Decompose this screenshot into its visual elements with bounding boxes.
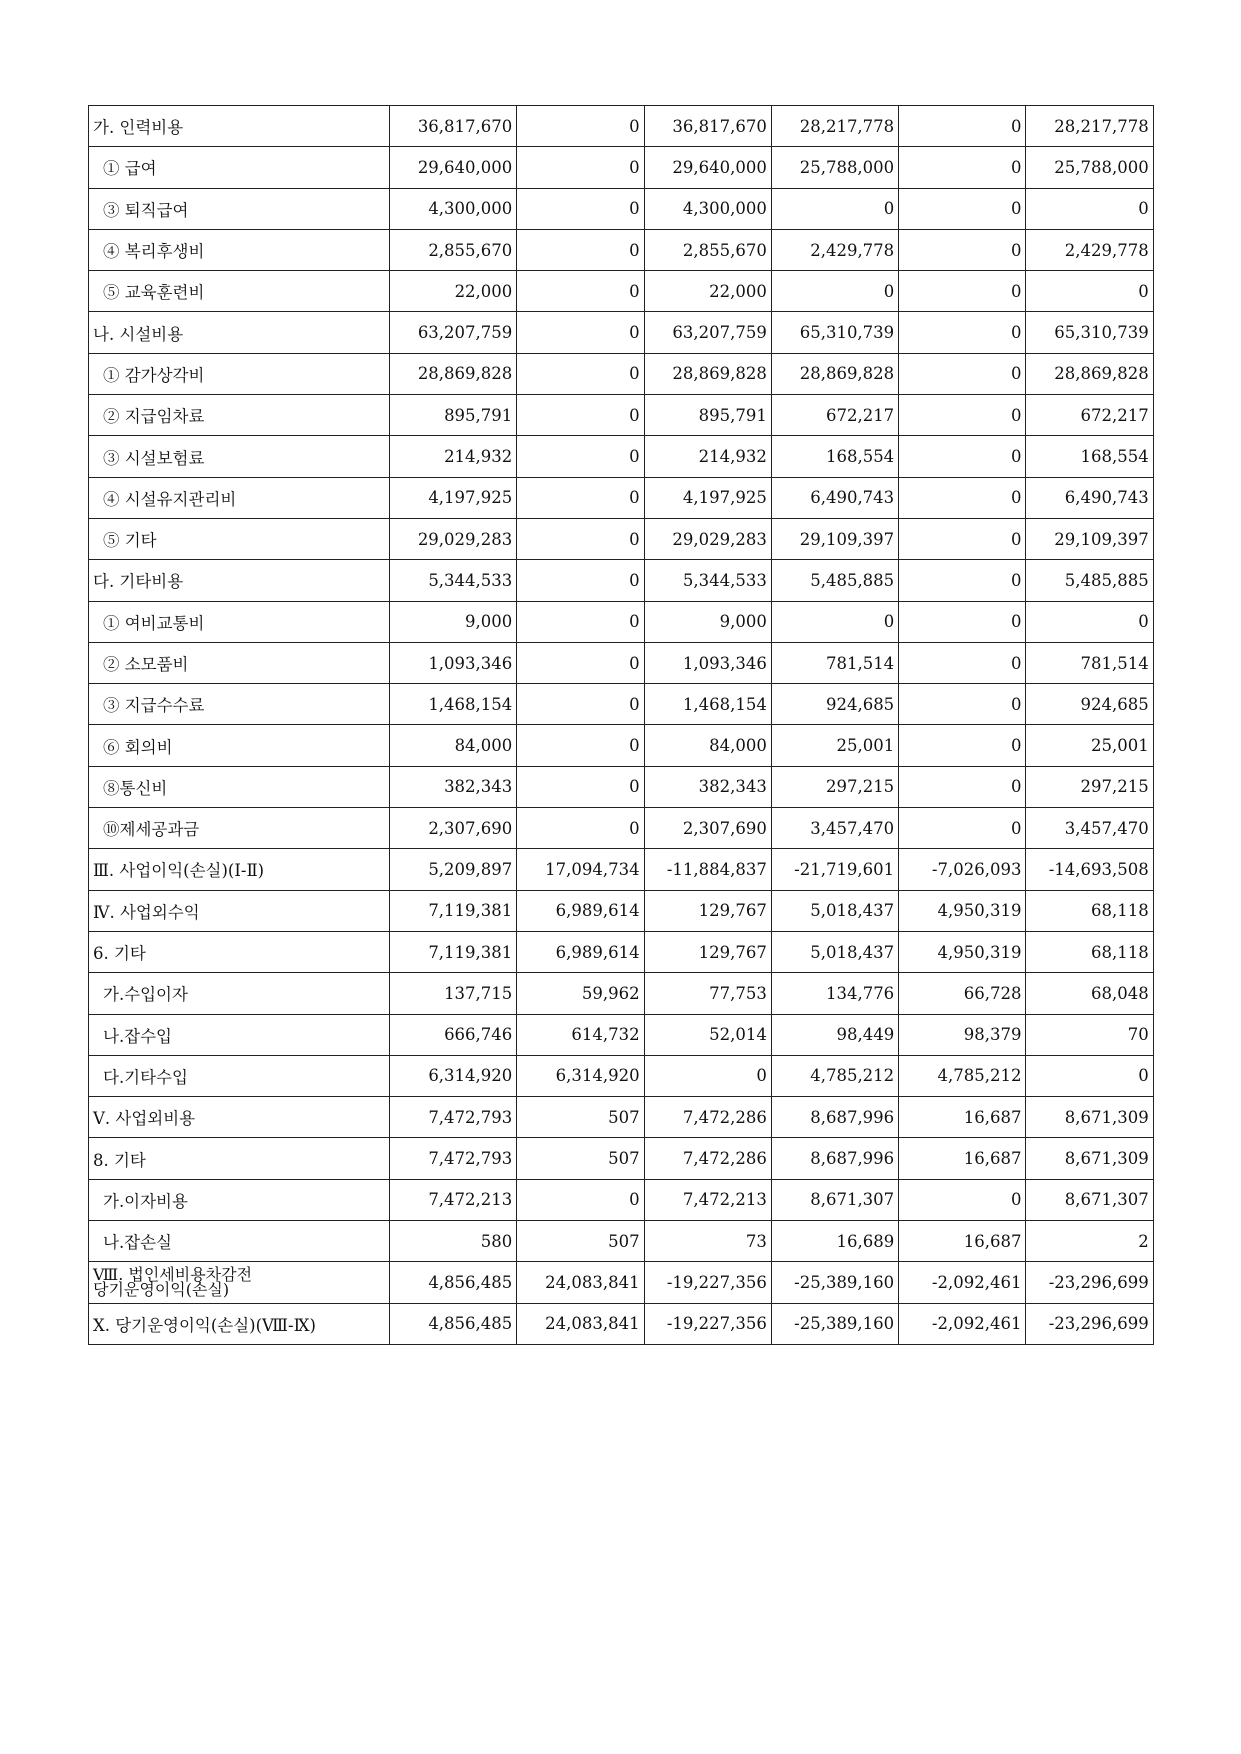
row-label: Ⅳ. 사업외수익 xyxy=(89,890,390,931)
table-row xyxy=(89,1055,1154,1096)
value-cell: 65,310,739 xyxy=(1026,312,1153,353)
value-cell: 0 xyxy=(1026,271,1153,312)
value-cell: 7,472,286 xyxy=(644,1097,771,1138)
table-body xyxy=(89,106,1154,1345)
value-cell: 580 xyxy=(390,1221,517,1262)
value-cell: 0 xyxy=(899,106,1026,147)
value-cell: 3,457,470 xyxy=(771,808,898,849)
value-cell: 382,343 xyxy=(644,766,771,807)
value-cell: 17,094,734 xyxy=(517,849,644,890)
row-label: ⑥ 회의비 xyxy=(89,725,390,766)
value-cell: 0 xyxy=(517,436,644,477)
value-cell: 781,514 xyxy=(771,642,898,683)
table-row xyxy=(89,353,1154,394)
value-cell: -25,389,160 xyxy=(771,1262,898,1303)
value-cell: 781,514 xyxy=(1026,642,1153,683)
value-cell: 7,472,793 xyxy=(390,1097,517,1138)
value-cell: 28,217,778 xyxy=(1026,106,1153,147)
value-cell: 5,344,533 xyxy=(644,560,771,601)
table-row xyxy=(89,477,1154,518)
value-cell: 6,989,614 xyxy=(517,890,644,931)
row-label: ⑩제세공과금 xyxy=(89,808,390,849)
value-cell: 0 xyxy=(771,188,898,229)
table-row xyxy=(89,560,1154,601)
value-cell: 0 xyxy=(517,1179,644,1220)
value-cell: 68,048 xyxy=(1026,973,1153,1014)
value-cell: 22,000 xyxy=(644,271,771,312)
financial-statement-table xyxy=(88,105,1154,1345)
row-label: 가.이자비용 xyxy=(89,1179,390,1220)
row-label: 6. 기타 xyxy=(89,931,390,972)
value-cell: 84,000 xyxy=(390,725,517,766)
row-label: Ⅷ. 법인세비용차감전 당기운영이익(손실) xyxy=(89,1262,390,1303)
value-cell: 25,001 xyxy=(771,725,898,766)
value-cell: 28,869,828 xyxy=(644,353,771,394)
table-row xyxy=(89,106,1154,147)
value-cell: 7,472,213 xyxy=(644,1179,771,1220)
value-cell: 2,307,690 xyxy=(390,808,517,849)
table-row xyxy=(89,271,1154,312)
value-cell: 5,209,897 xyxy=(390,849,517,890)
value-cell: 36,817,670 xyxy=(390,106,517,147)
value-cell: -23,296,699 xyxy=(1026,1262,1153,1303)
value-cell: 4,856,485 xyxy=(390,1303,517,1344)
value-cell: 614,732 xyxy=(517,1014,644,1055)
value-cell: 1,093,346 xyxy=(390,642,517,683)
value-cell: 672,217 xyxy=(771,395,898,436)
row-label: ③ 시설보험료 xyxy=(89,436,390,477)
value-cell: 25,001 xyxy=(1026,725,1153,766)
table-row xyxy=(89,1179,1154,1220)
row-label: Ⅹ. 당기운영이익(손실)(Ⅷ-Ⅸ) xyxy=(89,1303,390,1344)
value-cell: 84,000 xyxy=(644,725,771,766)
table-row xyxy=(89,1221,1154,1262)
row-label: 나.잡손실 xyxy=(89,1221,390,1262)
value-cell: 16,687 xyxy=(899,1221,1026,1262)
value-cell: -7,026,093 xyxy=(899,849,1026,890)
value-cell: 137,715 xyxy=(390,973,517,1014)
value-cell: 0 xyxy=(899,353,1026,394)
row-label: ① 급여 xyxy=(89,147,390,188)
row-label: 8. 기타 xyxy=(89,1138,390,1179)
value-cell: 2 xyxy=(1026,1221,1153,1262)
row-label: 나.잡수입 xyxy=(89,1014,390,1055)
value-cell: -19,227,356 xyxy=(644,1262,771,1303)
value-cell: 6,314,920 xyxy=(517,1055,644,1096)
value-cell: 7,472,286 xyxy=(644,1138,771,1179)
value-cell: 29,029,283 xyxy=(644,518,771,559)
value-cell: 16,689 xyxy=(771,1221,898,1262)
value-cell: 0 xyxy=(517,642,644,683)
table-row xyxy=(89,312,1154,353)
value-cell: 0 xyxy=(771,601,898,642)
value-cell: 0 xyxy=(1026,188,1153,229)
value-cell: 4,785,212 xyxy=(771,1055,898,1096)
table-row xyxy=(89,766,1154,807)
value-cell: 24,083,841 xyxy=(517,1262,644,1303)
value-cell: 7,119,381 xyxy=(390,890,517,931)
row-label: ① 감가상각비 xyxy=(89,353,390,394)
value-cell: 0 xyxy=(517,147,644,188)
value-cell: 66,728 xyxy=(899,973,1026,1014)
value-cell: 24,083,841 xyxy=(517,1303,644,1344)
value-cell: 68,118 xyxy=(1026,931,1153,972)
value-cell: 0 xyxy=(517,106,644,147)
value-cell: 0 xyxy=(644,1055,771,1096)
value-cell: 8,671,307 xyxy=(1026,1179,1153,1220)
value-cell: 7,472,793 xyxy=(390,1138,517,1179)
value-cell: 0 xyxy=(899,436,1026,477)
value-cell: -19,227,356 xyxy=(644,1303,771,1344)
value-cell: 129,767 xyxy=(644,890,771,931)
value-cell: 0 xyxy=(517,808,644,849)
value-cell: 73 xyxy=(644,1221,771,1262)
table-row xyxy=(89,808,1154,849)
row-label: Ⅴ. 사업외비용 xyxy=(89,1097,390,1138)
value-cell: 29,640,000 xyxy=(390,147,517,188)
value-cell: 4,300,000 xyxy=(390,188,517,229)
value-cell: 0 xyxy=(899,271,1026,312)
table-row xyxy=(89,890,1154,931)
value-cell: 0 xyxy=(899,766,1026,807)
value-cell: 507 xyxy=(517,1138,644,1179)
value-cell: 0 xyxy=(899,601,1026,642)
value-cell: 6,490,743 xyxy=(771,477,898,518)
row-label: ⑧통신비 xyxy=(89,766,390,807)
row-label: ⑤ 교육훈련비 xyxy=(89,271,390,312)
value-cell: 29,640,000 xyxy=(644,147,771,188)
value-cell: 895,791 xyxy=(390,395,517,436)
value-cell: 895,791 xyxy=(644,395,771,436)
value-cell: 63,207,759 xyxy=(644,312,771,353)
table-row xyxy=(89,684,1154,725)
value-cell: 0 xyxy=(899,477,1026,518)
table-row xyxy=(89,436,1154,477)
value-cell: 0 xyxy=(899,1179,1026,1220)
value-cell: 0 xyxy=(899,188,1026,229)
value-cell: 22,000 xyxy=(390,271,517,312)
value-cell: 2,429,778 xyxy=(1026,229,1153,270)
value-cell: 29,029,283 xyxy=(390,518,517,559)
table-row xyxy=(89,642,1154,683)
value-cell: 3,457,470 xyxy=(1026,808,1153,849)
value-cell: 0 xyxy=(771,271,898,312)
value-cell: 0 xyxy=(517,725,644,766)
value-cell: 134,776 xyxy=(771,973,898,1014)
row-label: ③ 지급수수료 xyxy=(89,684,390,725)
table-row xyxy=(89,395,1154,436)
value-cell: 2,307,690 xyxy=(644,808,771,849)
table-row xyxy=(89,725,1154,766)
row-label: Ⅲ. 사업이익(손실)(Ⅰ-Ⅱ) xyxy=(89,849,390,890)
value-cell: 5,018,437 xyxy=(771,931,898,972)
value-cell: 5,018,437 xyxy=(771,890,898,931)
row-label: ① 여비교통비 xyxy=(89,601,390,642)
value-cell: 2,855,670 xyxy=(390,229,517,270)
value-cell: 0 xyxy=(517,229,644,270)
value-cell: 52,014 xyxy=(644,1014,771,1055)
row-label: 나. 시설비용 xyxy=(89,312,390,353)
table-row xyxy=(89,518,1154,559)
value-cell: 4,785,212 xyxy=(899,1055,1026,1096)
value-cell: 924,685 xyxy=(1026,684,1153,725)
value-cell: 0 xyxy=(517,395,644,436)
value-cell: 28,869,828 xyxy=(1026,353,1153,394)
value-cell: 4,197,925 xyxy=(390,477,517,518)
value-cell: 0 xyxy=(899,147,1026,188)
value-cell: -11,884,837 xyxy=(644,849,771,890)
value-cell: 0 xyxy=(517,271,644,312)
table-row xyxy=(89,1262,1154,1303)
value-cell: 0 xyxy=(517,601,644,642)
value-cell: 0 xyxy=(899,395,1026,436)
value-cell: 98,449 xyxy=(771,1014,898,1055)
value-cell: 59,962 xyxy=(517,973,644,1014)
value-cell: 7,119,381 xyxy=(390,931,517,972)
row-label: ④ 시설유지관리비 xyxy=(89,477,390,518)
value-cell: 5,485,885 xyxy=(771,560,898,601)
value-cell: 0 xyxy=(899,642,1026,683)
value-cell: 8,671,309 xyxy=(1026,1138,1153,1179)
value-cell: 7,472,213 xyxy=(390,1179,517,1220)
value-cell: 0 xyxy=(899,725,1026,766)
value-cell: 0 xyxy=(899,518,1026,559)
value-cell: 9,000 xyxy=(390,601,517,642)
value-cell: 0 xyxy=(517,188,644,229)
value-cell: -23,296,699 xyxy=(1026,1303,1153,1344)
value-cell: 1,468,154 xyxy=(390,684,517,725)
value-cell: 65,310,739 xyxy=(771,312,898,353)
table-row xyxy=(89,973,1154,1014)
row-label: ⑤ 기타 xyxy=(89,518,390,559)
row-label: 다. 기타비용 xyxy=(89,560,390,601)
value-cell: 297,215 xyxy=(771,766,898,807)
value-cell: -2,092,461 xyxy=(899,1262,1026,1303)
value-cell: 0 xyxy=(517,766,644,807)
value-cell: 507 xyxy=(517,1221,644,1262)
table-row xyxy=(89,1303,1154,1344)
value-cell: 5,344,533 xyxy=(390,560,517,601)
value-cell: 0 xyxy=(899,684,1026,725)
value-cell: 28,217,778 xyxy=(771,106,898,147)
value-cell: 16,687 xyxy=(899,1097,1026,1138)
value-cell: 0 xyxy=(1026,601,1153,642)
value-cell: -14,693,508 xyxy=(1026,849,1153,890)
table-row xyxy=(89,601,1154,642)
value-cell: 29,109,397 xyxy=(771,518,898,559)
table-row xyxy=(89,1014,1154,1055)
value-cell: 297,215 xyxy=(1026,766,1153,807)
value-cell: 68,118 xyxy=(1026,890,1153,931)
value-cell: 507 xyxy=(517,1097,644,1138)
value-cell: 0 xyxy=(517,518,644,559)
value-cell: 6,989,614 xyxy=(517,931,644,972)
value-cell: 6,314,920 xyxy=(390,1055,517,1096)
value-cell: 168,554 xyxy=(771,436,898,477)
value-cell: 0 xyxy=(899,808,1026,849)
value-cell: 0 xyxy=(899,312,1026,353)
value-cell: 214,932 xyxy=(644,436,771,477)
value-cell: 0 xyxy=(517,560,644,601)
value-cell: 214,932 xyxy=(390,436,517,477)
value-cell: 29,109,397 xyxy=(1026,518,1153,559)
value-cell: 6,490,743 xyxy=(1026,477,1153,518)
value-cell: 2,429,778 xyxy=(771,229,898,270)
value-cell: 382,343 xyxy=(390,766,517,807)
value-cell: 4,950,319 xyxy=(899,890,1026,931)
value-cell: 0 xyxy=(1026,1055,1153,1096)
table-row xyxy=(89,1097,1154,1138)
row-label: ② 소모품비 xyxy=(89,642,390,683)
table-row xyxy=(89,147,1154,188)
value-cell: 28,869,828 xyxy=(771,353,898,394)
value-cell: -2,092,461 xyxy=(899,1303,1026,1344)
value-cell: 8,671,309 xyxy=(1026,1097,1153,1138)
value-cell: 25,788,000 xyxy=(771,147,898,188)
value-cell: 168,554 xyxy=(1026,436,1153,477)
value-cell: 672,217 xyxy=(1026,395,1153,436)
row-label: ④ 복리후생비 xyxy=(89,229,390,270)
value-cell: 1,468,154 xyxy=(644,684,771,725)
value-cell: 25,788,000 xyxy=(1026,147,1153,188)
value-cell: 70 xyxy=(1026,1014,1153,1055)
value-cell: 8,687,996 xyxy=(771,1138,898,1179)
value-cell: 4,300,000 xyxy=(644,188,771,229)
row-label: 가.수입이자 xyxy=(89,973,390,1014)
value-cell: 2,855,670 xyxy=(644,229,771,270)
table-row xyxy=(89,931,1154,972)
value-cell: 4,950,319 xyxy=(899,931,1026,972)
value-cell: 0 xyxy=(899,560,1026,601)
value-cell: 8,671,307 xyxy=(771,1179,898,1220)
value-cell: 129,767 xyxy=(644,931,771,972)
table-row xyxy=(89,1138,1154,1179)
row-label: 다.기타수입 xyxy=(89,1055,390,1096)
value-cell: 98,379 xyxy=(899,1014,1026,1055)
value-cell: 5,485,885 xyxy=(1026,560,1153,601)
value-cell: 0 xyxy=(899,229,1026,270)
value-cell: 4,197,925 xyxy=(644,477,771,518)
value-cell: 63,207,759 xyxy=(390,312,517,353)
value-cell: -21,719,601 xyxy=(771,849,898,890)
value-cell: 0 xyxy=(517,312,644,353)
value-cell: 0 xyxy=(517,684,644,725)
value-cell: 0 xyxy=(517,353,644,394)
value-cell: 0 xyxy=(517,477,644,518)
value-cell: 4,856,485 xyxy=(390,1262,517,1303)
value-cell: 28,869,828 xyxy=(390,353,517,394)
value-cell: 77,753 xyxy=(644,973,771,1014)
value-cell: 924,685 xyxy=(771,684,898,725)
value-cell: 8,687,996 xyxy=(771,1097,898,1138)
value-cell: 666,746 xyxy=(390,1014,517,1055)
table-row xyxy=(89,188,1154,229)
value-cell: 16,687 xyxy=(899,1138,1026,1179)
table-row xyxy=(89,849,1154,890)
value-cell: 1,093,346 xyxy=(644,642,771,683)
row-label: ③ 퇴직급여 xyxy=(89,188,390,229)
row-label: 가. 인력비용 xyxy=(89,106,390,147)
row-label: ② 지급임차료 xyxy=(89,395,390,436)
table-row xyxy=(89,229,1154,270)
value-cell: 9,000 xyxy=(644,601,771,642)
value-cell: -25,389,160 xyxy=(771,1303,898,1344)
value-cell: 36,817,670 xyxy=(644,106,771,147)
